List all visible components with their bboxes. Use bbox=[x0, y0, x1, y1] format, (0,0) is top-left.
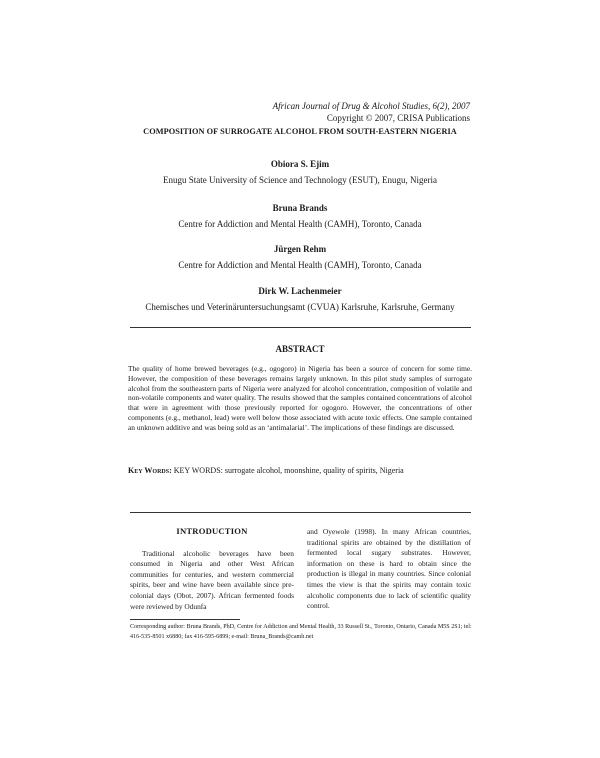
introduction-paragraph-continued: and Oyewole (1998). In many African countries, traditional spirits are obtained by the distillation of fermented local sugary substrates. However, information on these is hard to obtain since the production is illegal in many countries. Since colonial times the view is that the spirits may contain toxic alcoholic components due to lack of scientific quality control. bbox=[307, 527, 471, 611]
author-block bbox=[0, 158, 600, 186]
paper-title: COMPOSITION OF SURROGATE ALCOHOL FROM SOUTH-EASTERN NIGERIA bbox=[143, 127, 457, 136]
copyright-line: Copyright © 2007, CRISA Publications bbox=[326, 113, 470, 123]
author-affiliation: Centre for Addiction and Mental Health (CAMH), Toronto, Canada bbox=[178, 260, 422, 270]
abstract-body: The quality of home brewed beverages (e.g., ogogoro) in Nigeria has been a source of concern for some time. However, the composition of these beverages remains largely unknown. In this pilot study samples of surrogate alcohol from the southeastern parts of Nigeria were analyzed for alcohol concentration, composition of volatile and non-volatile components and water quality. The results showed that the samples contained concentrations of alcohol that were in agreement with those previously reported for ogogoro. However, the concentrations of other components (e.g., methanol, lead) were well below those associated with acute toxic effects. One sample contained an unknown additive and was being sold as an ‘antimalarial’. The implications of these findings are discussed. bbox=[128, 364, 472, 432]
footnote-rule bbox=[130, 619, 240, 620]
author-block bbox=[0, 243, 600, 271]
column-left bbox=[130, 526, 294, 612]
author-affiliation: Chemisches und Veterinäruntersuchungsamt (CVUA) Karlsruhe, Karlsruhe, Germany bbox=[145, 302, 455, 312]
footnote: Corresponding author: Bruna Brands, PhD, Centre for Addiction and Mental Health, 33 Russell St., Toronto, Ontario, Canada M5S 2S1; tel: 416-535-8501 x6880; fax 416-595-6899; e-mail: Bruna_Brands@camh.net bbox=[130, 624, 472, 640]
author-block bbox=[0, 285, 600, 313]
abstract-heading: ABSTRACT bbox=[275, 344, 325, 354]
author-name: Bruna Brands bbox=[272, 203, 328, 213]
keywords-label: Key Words: bbox=[128, 466, 172, 475]
author-name: Jürgen Rehm bbox=[273, 244, 327, 254]
keywords-text: KEY WORDS: surrogate alcohol, moonshine, quality of spirits, Nigeria bbox=[173, 466, 404, 475]
column-right bbox=[307, 527, 471, 612]
introduction-heading: INTRODUCTION bbox=[176, 526, 248, 536]
journal-header bbox=[273, 100, 470, 124]
author-block bbox=[0, 202, 600, 230]
author-name: Obiora S. Ejim bbox=[270, 159, 330, 169]
introduction-paragraph: Traditional alcoholic beverages have been consumed in Nigeria and other West African communities for centuries, and western commercial spirits, beer and wine have been available since pre-colonial days (Obot, 2007). African fermented foods were reviewed by Odunfa bbox=[130, 548, 294, 611]
divider-rule bbox=[130, 512, 471, 513]
author-name: Dirk W. Lachenmeier bbox=[258, 286, 342, 296]
divider-rule bbox=[130, 327, 471, 328]
journal-citation: African Journal of Drug & Alcohol Studies, 6(2), 2007 bbox=[272, 101, 470, 111]
author-affiliation: Centre for Addiction and Mental Health (CAMH), Toronto, Canada bbox=[178, 219, 422, 229]
author-affiliation: Enugu State University of Science and Technology (ESUT), Enugu, Nigeria bbox=[163, 175, 437, 185]
keywords bbox=[128, 465, 472, 476]
